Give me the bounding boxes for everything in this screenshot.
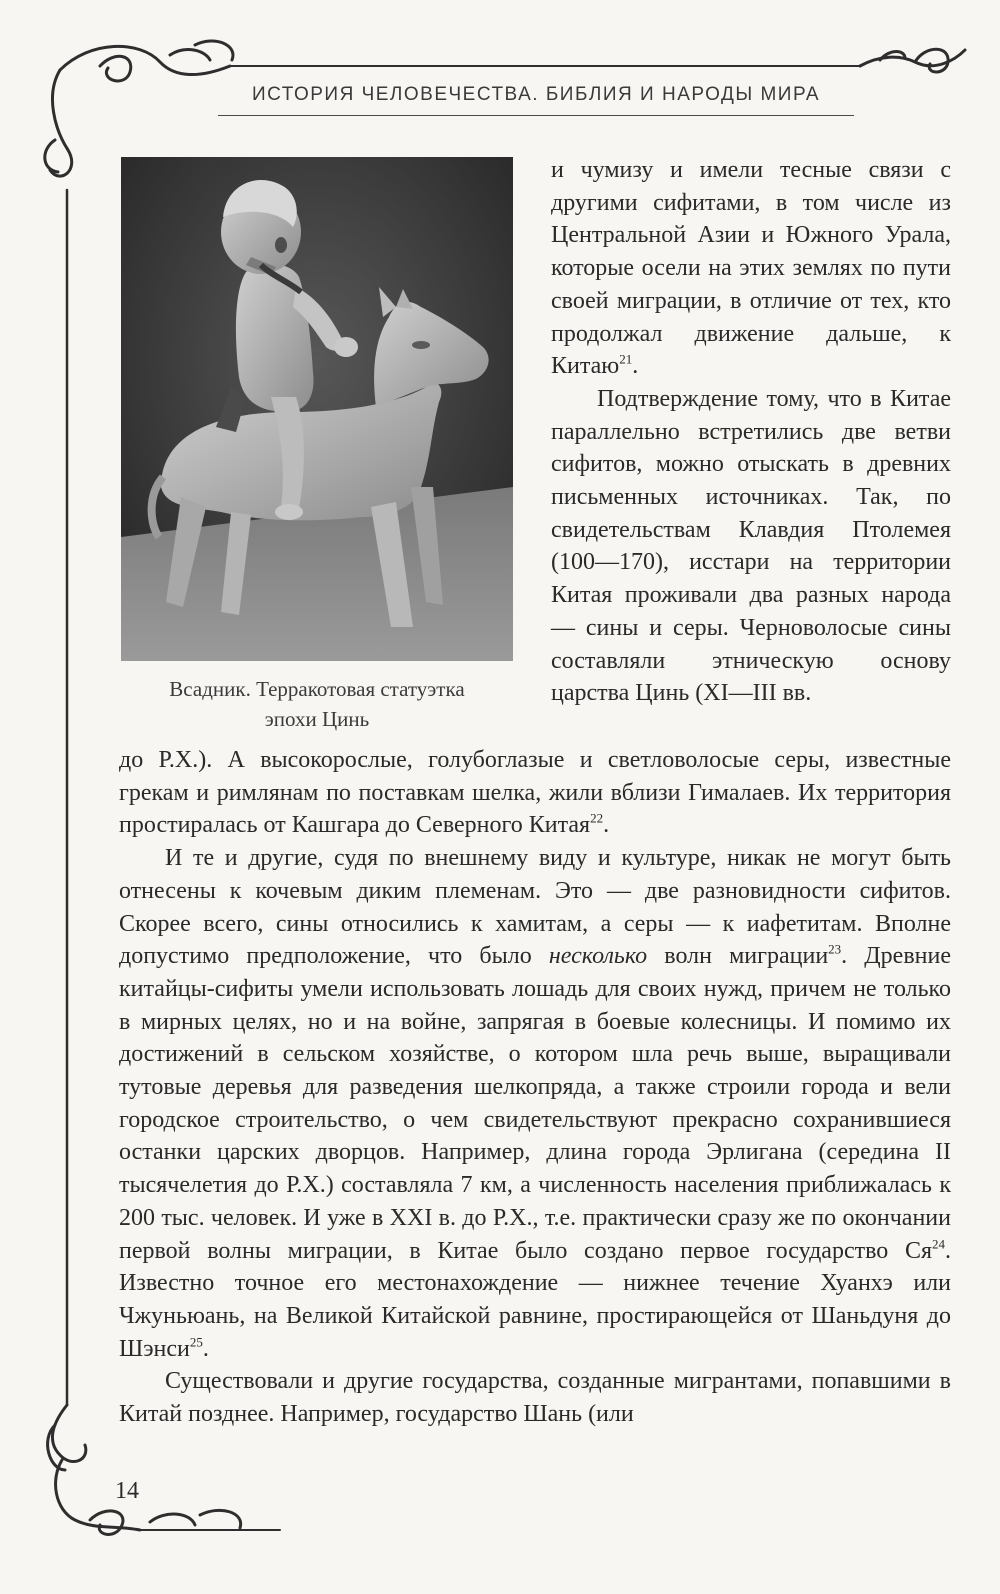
punctuation: . (202, 1335, 209, 1362)
paragraph-text: и чумизу и имели тесные связи с другими сифитами, в том числе из Центральной Азии и Южного Урала, которые осели на этих землях по пути своей миграции, в отличие от тех, кто продолжал движение дальше, к Китаю (551, 157, 951, 380)
paragraph-text: до Р.Х.). А высокорослые, голубоглазые и светловолосые серы, известные грекам и римлянам по поставкам шелка, жили вблизи Гималаев. Их территория простиралась от Кашгара до Северного Китая (119, 747, 951, 839)
statuette-photo (121, 157, 513, 661)
body-text (119, 744, 951, 1431)
right-column-text (551, 154, 951, 710)
paragraph: Подтверждение тому, что в Китае параллельно встретились две ветви сифитов, можно отыскать в древних письменных источниках. Так, по свидетельствам Клавдия Птолемея (100—170), исстари на территории Китая проживали два разных народа — сины и серы. Черноволосые сины составляли этническую основу царства Цинь (XI—III вв. (551, 385, 951, 707)
paragraph (551, 154, 951, 383)
footnote-ref: 21 (619, 351, 633, 367)
page-number: 14 (115, 1478, 139, 1504)
horseman-statuette-image (121, 157, 513, 661)
paragraph (119, 744, 951, 842)
paragraph-text: И те и другие, судя по внешнему виду и культуре, никак не могут быть отнесены к кочевым диким племенам. Это — две разновидности сифитов. Скорее всего, сины относились к хамитам, а серы — к иафетитам. Вполне допустимо предположение, что было (119, 845, 951, 970)
punctuation: . (632, 353, 639, 380)
footnote-ref: 25 (189, 1333, 203, 1349)
figure-caption (121, 674, 513, 734)
caption-line-1: Всадник. Терракотовая статуэтка (169, 677, 465, 701)
caption-line-2: эпохи Цинь (264, 707, 370, 731)
paragraph: Существовали и другие государства, созданные мигрантами, попавшими в Китай позднее. Например, государство Шань (или (119, 1368, 951, 1428)
emphasis-text: несколько (548, 943, 648, 970)
paragraph-text: . Древние китайцы-сифиты умели использовать лошадь для своих нужд, причем не только в мирных целях, но и на войне, запрягая в боевые колесницы. И помимо их достижений в сельском хозяйстве, о котором шла речь выше, выращивали тутовые деревья для разведения шелкопряда, а также строили города и вели городское строительство, о чем свидетельствуют прекрасно сохранившиеся останки царских дворцов. Например, длина города Эрлигана (середина II тысячелетия до Р.Х.) составляла 7 км, а численность населения приближалась к 200 тыс. человек. И уже в XXI в. до Р.Х., т.е. практически сразу же по окончании первой волны миграции, в Китае было создано первое государство Ся (119, 943, 951, 1264)
footnote-ref: 24 (932, 1235, 945, 1251)
punctuation: . (603, 812, 610, 839)
running-header: ИСТОРИЯ ЧЕЛОВЕЧЕСТВА. БИБЛИЯ И НАРОДЫ МИРА (251, 84, 821, 105)
paragraph-text: . Известно точное его местонахождение — нижнее течение Хуанхэ или Чжуньюань, на Великой Китайской равнине, простирающейся от Шаньдуня до Шэнси (119, 1237, 951, 1362)
footnote-ref: 23 (828, 941, 842, 957)
footnote-ref: 22 (590, 810, 604, 826)
paragraph-text: волн миграции (647, 943, 829, 970)
paragraph (119, 842, 951, 1365)
header-rule (218, 115, 854, 116)
